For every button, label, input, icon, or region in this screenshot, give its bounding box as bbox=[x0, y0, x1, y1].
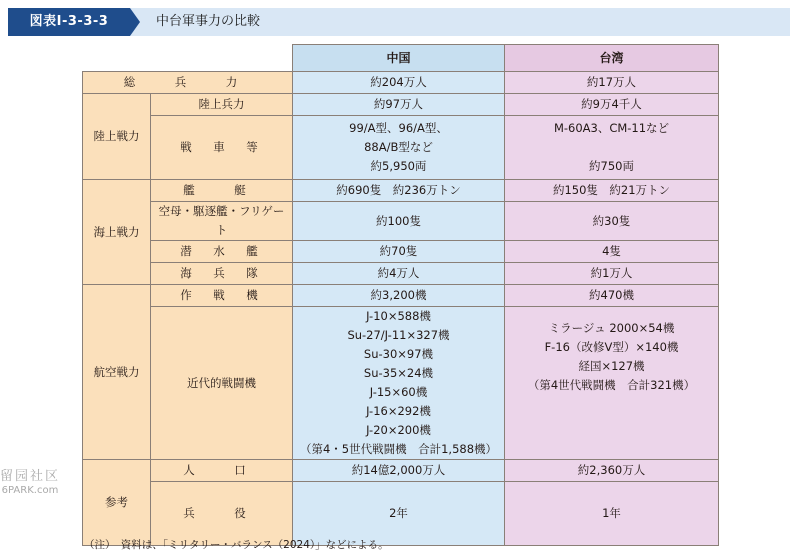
label-ground-troops: 陸上兵力 bbox=[151, 94, 293, 116]
row-tanks bbox=[83, 116, 719, 180]
title-bar bbox=[8, 8, 790, 36]
watermark bbox=[0, 470, 60, 498]
taiwan-carriers: 約30隻 bbox=[505, 202, 719, 241]
category-ground: 陸上戦力 bbox=[83, 94, 151, 180]
taiwan-tanks bbox=[505, 116, 719, 180]
china-submarines: 約70隻 bbox=[293, 241, 505, 263]
china-tanks: 99/A型、96/A型、 88A/B型など 約5,950両 bbox=[293, 116, 505, 180]
taiwan-tank-models: M-60A3、CM-11など bbox=[553, 121, 670, 135]
row-marines bbox=[83, 263, 719, 285]
taiwan-total-force: 約17万人 bbox=[505, 72, 719, 94]
category-reference: 参考 bbox=[83, 460, 151, 546]
label-carriers: 空母・駆逐艦・フリゲート bbox=[151, 202, 293, 241]
china-ground-troops: 約97万人 bbox=[293, 94, 505, 116]
taiwan-marines: 約1万人 bbox=[505, 263, 719, 285]
label-military-service: 兵 役 bbox=[151, 482, 293, 546]
taiwan-military-service: 1年 bbox=[505, 482, 719, 546]
taiwan-submarines: 4隻 bbox=[505, 241, 719, 263]
source-note: （注） 資料は、「ミリタリー・バランス（2024）」などによる。 bbox=[84, 539, 389, 551]
china-carriers: 約100隻 bbox=[293, 202, 505, 241]
china-combat-aircraft: 約3,200機 bbox=[293, 285, 505, 307]
row-modern-fighters bbox=[83, 307, 719, 460]
china-population: 約14億2,000万人 bbox=[293, 460, 505, 482]
taiwan-population: 約2,360万人 bbox=[505, 460, 719, 482]
china-military-service: 2年 bbox=[293, 482, 505, 546]
comparison-table bbox=[82, 44, 719, 546]
row-combat-aircraft bbox=[83, 285, 719, 307]
china-total-force: 約204万人 bbox=[293, 72, 505, 94]
category-naval: 海上戦力 bbox=[83, 180, 151, 285]
taiwan-tank-count: 約750両 bbox=[589, 159, 634, 173]
column-header-china: 中国 bbox=[293, 45, 505, 72]
row-submarines bbox=[83, 241, 719, 263]
label-modern-fighters: 近代的戦闘機 bbox=[151, 307, 293, 460]
label-marines: 海 兵 隊 bbox=[151, 263, 293, 285]
china-modern-fighters: J-10×588機 Su-27/J-11×327機 Su-30×97機 Su-35×24機 J-15×60機 J-16×292機 J-20×200機 （第4・5世代戦闘機 合計1,588機） bbox=[293, 307, 505, 460]
column-header-taiwan: 台湾 bbox=[505, 45, 719, 72]
row-ground-troops bbox=[83, 94, 719, 116]
figure-number: 図表Ⅰ-3-3-3 bbox=[8, 8, 130, 36]
china-marines: 約4万人 bbox=[293, 263, 505, 285]
row-carriers bbox=[83, 202, 719, 241]
taiwan-combat-aircraft: 約470機 bbox=[505, 285, 719, 307]
row-ships bbox=[83, 180, 719, 202]
watermark-text: 6PARK.com bbox=[1, 485, 59, 496]
label-tanks: 戦 車 等 bbox=[151, 116, 293, 180]
taiwan-ground-troops: 約9万4千人 bbox=[505, 94, 719, 116]
taiwan-modern-fighters: ミラージュ 2000×54機 F-16（改修V型）×140機 経国×127機 （第4世代戦闘機 合計321機） bbox=[505, 307, 719, 460]
label-total-force: 総 兵 力 bbox=[83, 72, 293, 94]
row-military-service bbox=[83, 482, 719, 546]
header-row bbox=[83, 45, 719, 72]
category-air: 航空戦力 bbox=[83, 285, 151, 460]
taiwan-ships: 約150隻 約21万トン bbox=[505, 180, 719, 202]
label-ships: 艦 艇 bbox=[151, 180, 293, 202]
label-population: 人 口 bbox=[151, 460, 293, 482]
blank-corner bbox=[83, 45, 293, 72]
row-total-force bbox=[83, 72, 719, 94]
label-submarines: 潜 水 艦 bbox=[151, 241, 293, 263]
china-ships: 約690隻 約236万トン bbox=[293, 180, 505, 202]
row-population bbox=[83, 460, 719, 482]
figure-title: 中台軍事力の比較 bbox=[156, 14, 261, 29]
watermark-logo: 留园社区 bbox=[0, 469, 61, 484]
label-combat-aircraft: 作 戦 機 bbox=[151, 285, 293, 307]
